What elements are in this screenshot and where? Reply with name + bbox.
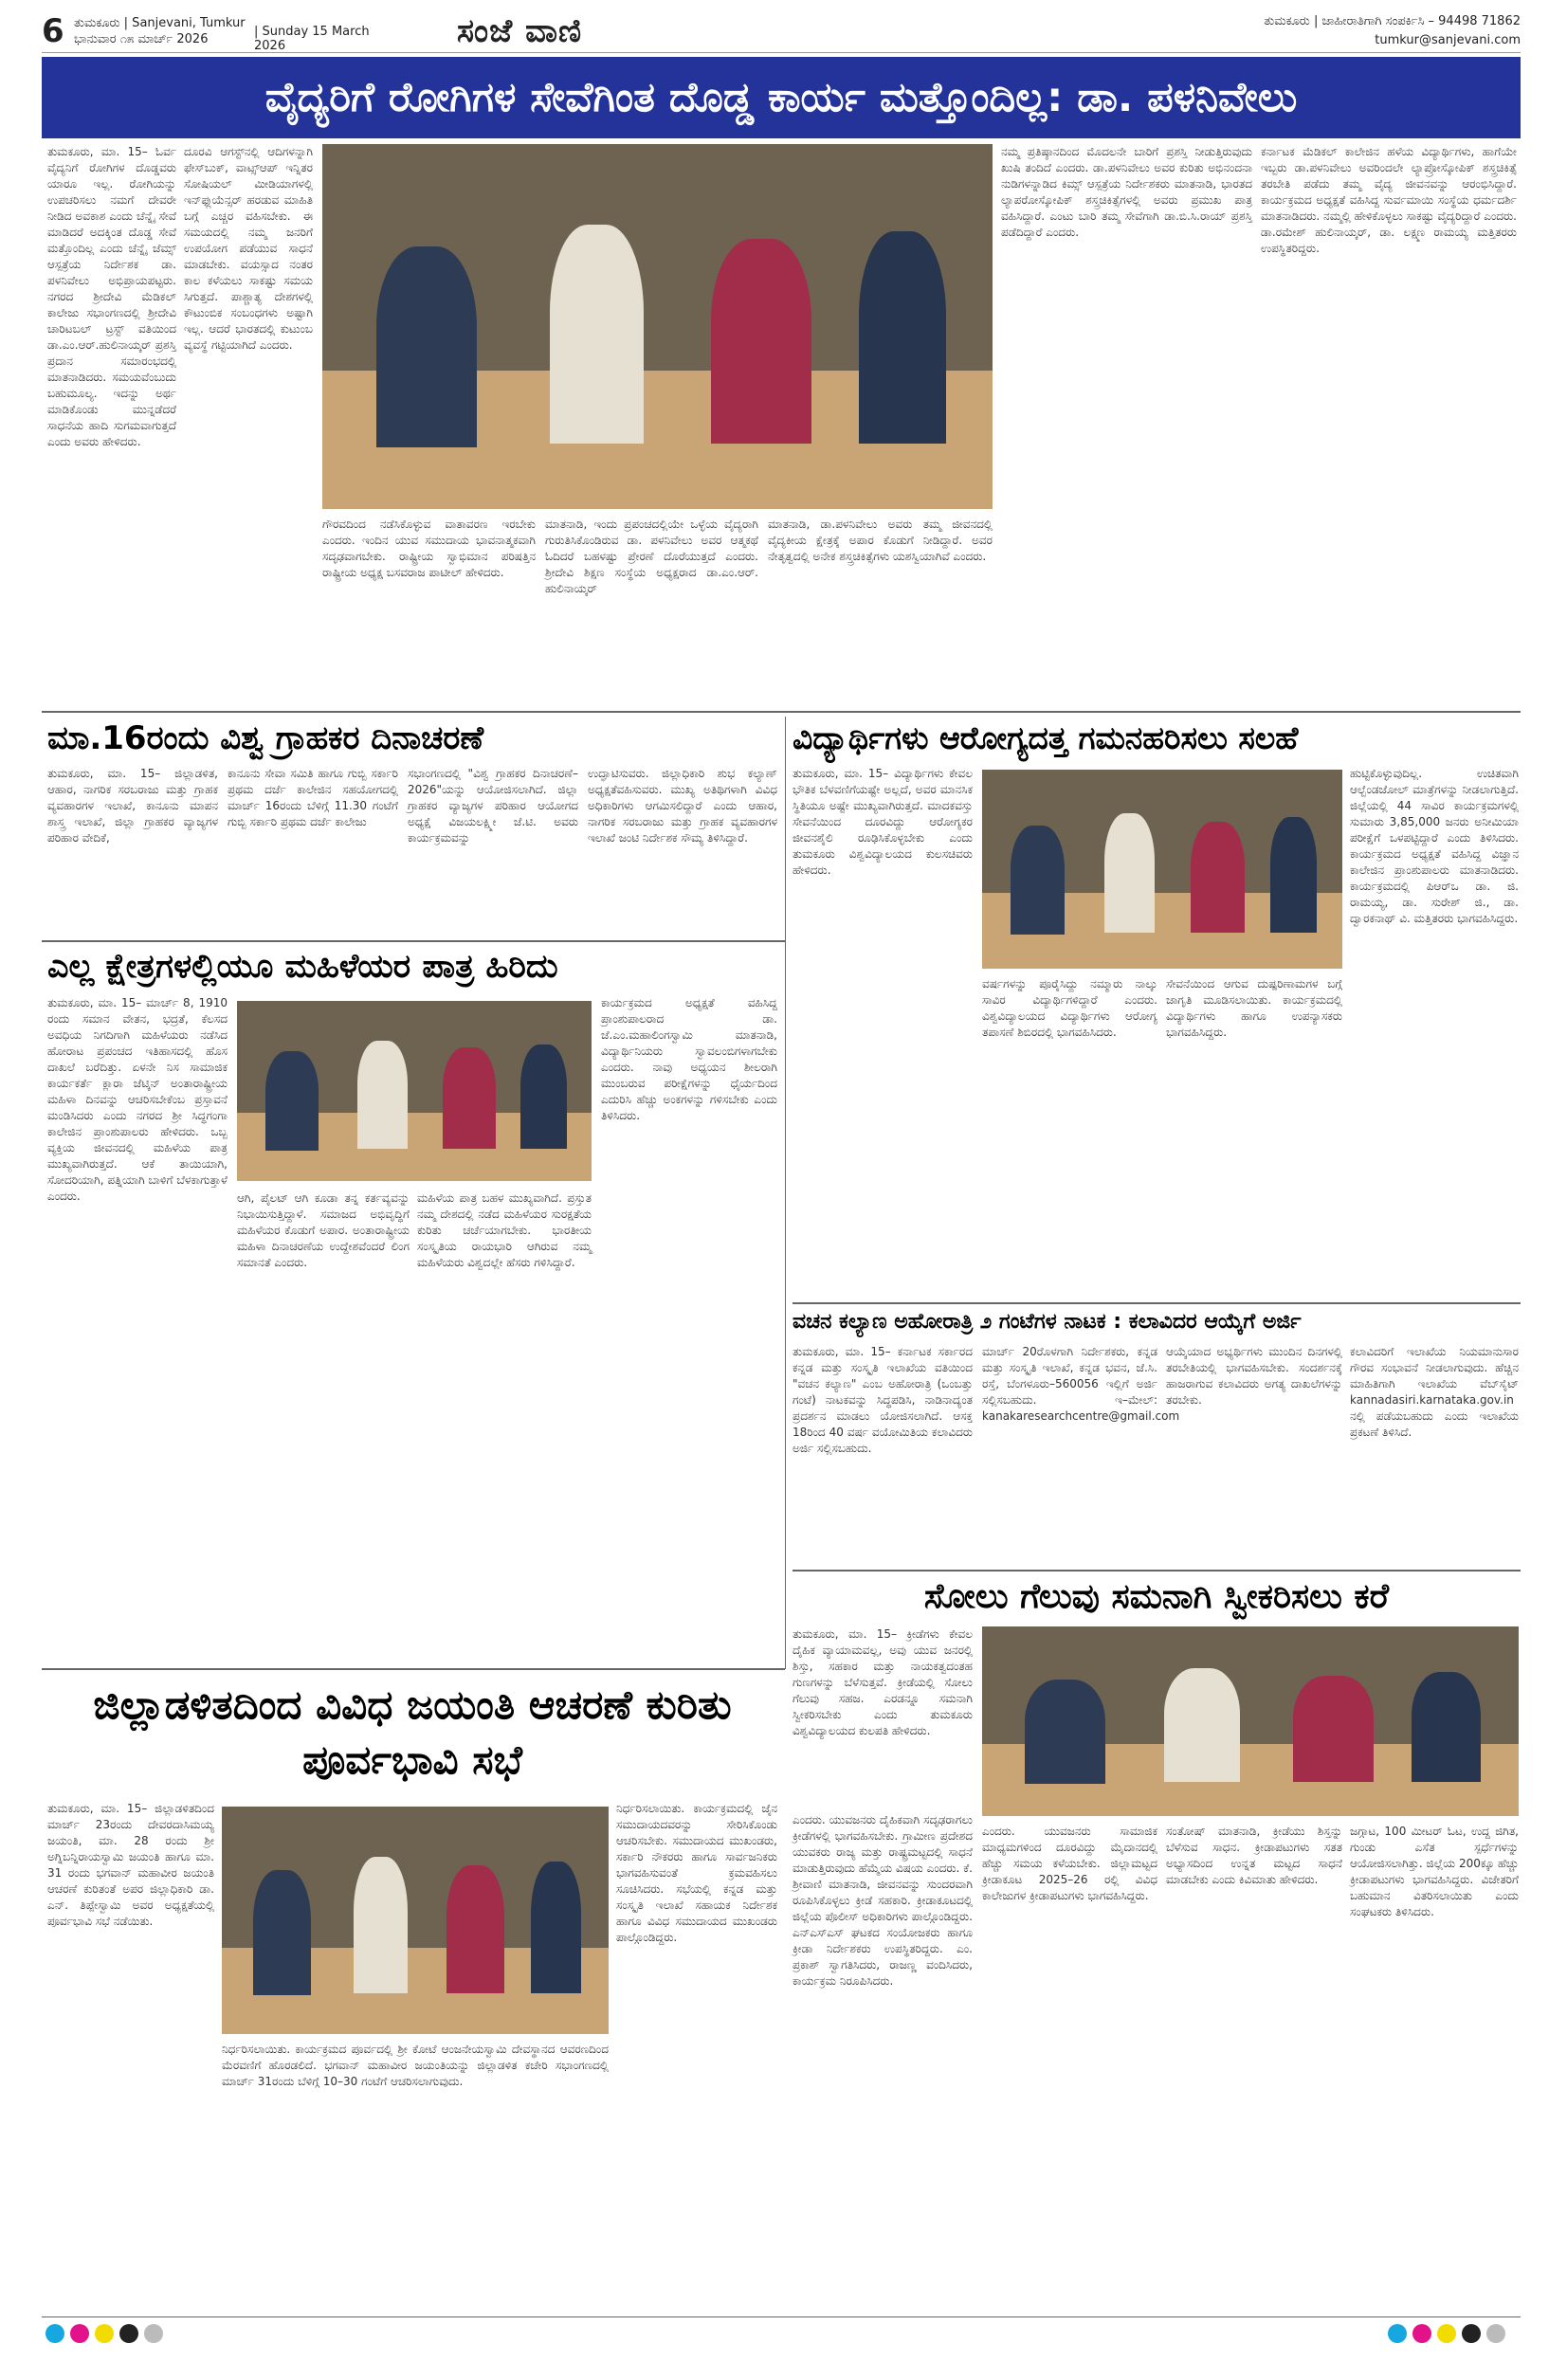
lead-photo-award-ceremony: [322, 144, 993, 509]
student-health-col-4: ಹುಟ್ಟಿಕೊಳ್ಳುವುದಿಲ್ಲ. ಉಚಿತವಾಗಿ ಆಲ್ಬೆಂಡಜೋಲ್ ಮಾತ್ರೆಗಳನ್ನು ನೀಡಲಾಗುತ್ತಿದೆ. ಜಿಲ್ಲೆಯಲ್ಲಿ 44 ಸಾವಿರ ಕಾರ್ಯಕ್ರಮಗಳಲ್ಲಿ ಸುಮಾರು 3,85,000 ಜನರು ಅನೀಮಿಯಾ ಪರೀಕ್ಷೆಗೆ ಒಳಪಟ್ಟಿದ್ದಾರೆ ಎಂದು ತಿಳಿಸಿದರು. ಕಾರ್ಯಕ್ರಮದ ಅಧ್ಯಕ್ಷತೆ ವಹಿಸಿದ್ದ ವಿಜ್ಞಾನ ಕಾಲೇಜಿನ ಪ್ರಾಂಶುಪಾಲರು ಮಾತನಾಡಿದರು. ಕಾರ್ಯಕ್ರಮದಲ್ಲಿ ಪಿಆರ್‌ಒ ಡಾ. ಜಿ. ರಾಮಯ್ಯ, ಡಾ. ಸುರೇಶ್ ಜಿ., ಡಾ. ದ್ವಾರಕನಾಥ್ ವಿ. ಮತ್ತಿತರರು ಭಾಗವಹಿಸಿದ್ದರು.: [1350, 767, 1519, 925]
jayanti-col-1: ತುಮಕೂರು, ಮಾ. 15– ಜಿಲ್ಲಾಡಳಿತದಿಂದ ಮಾರ್ಚ್ 23ರಂದು ದೇವರದಾಸಿಮಯ್ಯ ಜಯಂತಿ, ಮಾ. 28 ರಂದು ಶ್ರೀ ಅಗ್ನಿಬನ್ನಿರಾಯಸ್ವಾಮಿ ಜಯಂತಿ ಹಾಗೂ ಮಾ. 31 ರಂದು ಭಗವಾನ್ ಮಹಾವೀರ ಜಯಂತಿ ಆಚರಣೆ ಕುರಿತಂತೆ ಅಪರ ಜಿಲ್ಲಾಧಿಕಾರಿ ಡಾ. ಎನ್. ತಿಪ್ಪೇಸ್ವಾಮಿ ಅವರ ಅಧ್ಯಕ್ಷತೆಯಲ್ಲಿ ಪೂರ್ವಭಾವಿ ಸಭೆ ನಡೆಯಿತು.: [47, 1802, 214, 1928]
grey-dot: [144, 2324, 163, 2343]
divider: [793, 1302, 1521, 1304]
sports-col-5: [793, 1812, 973, 2313]
jayanti-col-3: ನಿರ್ಧರಿಸಲಾಯಿತು. ಕಾರ್ಯಕ್ರಮದಲ್ಲಿ ಜೈನ ಸಮುದಾಯದವರನ್ನು ಸೇರಿಸಿಕೊಂಡು ಆಚರಿಸಬೇಕು. ಸಮುದಾಯದ ಮುಖಂಡರು, ಸರ್ಕಾರಿ ನೌಕರರು ಹಾಗೂ ಸಾರ್ವಜನಿಕರು ಭಾಗವಹಿಸುವಂತೆ ಕ್ರಮವಹಿಸಲು ಸೂಚಿಸಿದರು. ಸಭೆಯಲ್ಲಿ ಕನ್ನಡ ಮತ್ತು ಸಂಸ್ಕೃತಿ ಇಲಾಖೆ ಸಹಾಯಕ ನಿರ್ದೇಶಕ ಹಾಗೂ ವಿವಿಧ ಸಮುದಾಯದ ಮುಖಂಡರು ಪಾಲ್ಗೊಂಡಿದ್ದರು.: [616, 1802, 777, 1944]
weekday-kannada: ಭಾನುವಾರ ೧೫ ಮಾರ್ಚ್ 2026: [74, 31, 209, 46]
lead-column-2: ದೂರವಿ ಆಗಸ್ಟ್‌ನಲ್ಲಿ ಆದಿಗಳನ್ನಾಗಿ ಫೇಸ್‌ಬುಕ್, ವಾಟ್ಸ್‌ಆಪ್ ಇನ್ನಿತರ ಸೋಷಿಯಲ್ ಮೀಡಿಯಾಗಳಲ್ಲಿ ಇನ್‌ಫ್ಲುಯೆನ್ಸರ್ ಹರಡುವ ಮಾಹಿತಿ ಬಗ್ಗೆ ಎಚ್ಚರ ವಹಿಸಬೇಕು. ಈ ಸಮಯದಲ್ಲಿ ನಮ್ಮ ಜನರಿಗೆ ಉಪಯೋಗ ಪಡೆಯುವ ಸಾಧನೆ ಮಾಡಬೇಕು. ವಯಸ್ಸಾದ ನಂತರ ಕಾಲ ಕಳೆಯಲು ಸಾಕಷ್ಟು ಸಮಯ ಸಿಗುತ್ತದೆ. ಪಾಶ್ಚಾತ್ಯ ದೇಶಗಳಲ್ಲಿ ಕೌಟುಂಬಿಕ ಸಂಬಂಧಗಳು ಅಷ್ಟಾಗಿ ಇಲ್ಲ. ಆದರೆ ಭಾರತದಲ್ಲಿ ಕುಟುಂಬ ವ್ಯವಸ್ಥೆ ಗಟ್ಟಿಯಾಗಿದೆ ಎಂದರು.: [184, 145, 313, 352]
page-number: 6: [42, 11, 64, 50]
divider: [42, 940, 785, 942]
lead-column-3: ಗೌರವದಿಂದ ನಡೆಸಿಕೊಳ್ಳುವ ವಾತಾವರಣ ಇರಬೇಕು ಎಂದರು. ಇಂದಿನ ಯುವ ಸಮುದಾಯ ಭಾವನಾತ್ಮಕವಾಗಿ ಸದೃಢವಾಗಬೇಕು. ರಾಷ್ಟ್ರೀಯ ಸ್ವಾಭಿಮಾನ ಪರಿಷತ್ತಿನ ರಾಷ್ಟ್ರೀಯ ಅಧ್ಯಕ್ಷ ಬಸವರಾಜ ಪಾಟೀಲ್ ಹೇಳಿದರು.: [322, 518, 536, 579]
edition-info: [74, 15, 254, 47]
ad-contact: ತುಮಕೂರು | ಜಾಹೀರಾತಿಗಾಗಿ ಸಂಪರ್ಕಿಸಿ – 94498 71862: [1264, 13, 1521, 28]
vachana-col-4-tail: ನಲ್ಲಿ ಪಡೆಯಬಹುದು ಎಂದು ಇಲಾಖೆಯ ಪ್ರಕಟಣೆ ತಿಳಿಸಿದೆ.: [1350, 1409, 1519, 1439]
divider: [42, 2316, 1521, 2317]
newspaper-logo: ಸಂಜೆ ವಾಣಿ: [456, 11, 583, 50]
black-dot: [1462, 2324, 1481, 2343]
consumer-day-col-1: ತುಮಕೂರು, ಮಾ. 15– ಜಿಲ್ಲಾಡಳಿತ, ಆಹಾರ, ನಾಗರಿಕ ಸರಬರಾಜು ಮತ್ತು ಗ್ರಾಹಕ ವ್ಯವಹಾರಗಳ ಇಲಾಖೆ, ಕಾನೂನು ಮಾಪನ ಶಾಸ್ತ್ರ ಇಲಾಖೆ, ಜಿಲ್ಲಾ ಗ್ರಾಹಕರ ವ್ಯಾಜ್ಯಗಳ ಪರಿಹಾರ ವೇದಿಕೆ,: [47, 767, 218, 845]
sports-col-5-c: ಎನ್‌ಎಸ್‌ಎಸ್ ಘಟಕದ ಸಂಯೋಜಕರು ಹಾಗೂ ಕ್ರೀಡಾ ನಿರ್ದೇಶಕರು ಉಪಸ್ಥಿತರಿದ್ದರು. ಎಂ. ಪ್ರಕಾಶ್ ಸ್ವಾಗತಿಸಿದರು, ರಾಜಣ್ಣ ವಂದಿಸಿದರು, ಕಾರ್ಯಕ್ರಮ ನಿರೂಪಿಸಿದರು.: [793, 1926, 973, 1988]
divider: [793, 1570, 1521, 1572]
color-registration-right: [1388, 2324, 1505, 2345]
womens-day-col-3: ಮಹಿಳೆಯ ಪಾತ್ರ ಬಹಳ ಮುಖ್ಯವಾಗಿದೆ. ಪ್ರಸ್ತುತ ನಮ್ಮ ದೇಶದಲ್ಲಿ ನಡೆದ ಮಹಿಳೆಯರ ಸುರಕ್ಷತೆಯ ಕುರಿತು ಚರ್ಚೆಯಾಗಬೇಕು. ಭಾರತೀಯ ಸಂಸ್ಕೃತಿಯ ರಾಯಭಾರಿ ಆಗಿರುವ ನಮ್ಮ ಮಹಿಳೆಯರು ವಿಶ್ವದಲ್ಲೇ ಹೆಸರು ಗಳಿಸಿದ್ದಾರೆ.: [417, 1191, 592, 1269]
womens-day-col-2: ಆಗಿ, ಪೈಲಟ್ ಆಗಿ ಕೂಡಾ ತನ್ನ ಕರ್ತವ್ಯವನ್ನು ನಿಭಾಯಿಸುತ್ತಿದ್ದಾಳೆ. ಸಮಾಜದ ಅಭಿವೃದ್ಧಿಗೆ ಮಹಿಳೆಯರ ಕೊಡುಗೆ ಅಪಾರ. ಅಂತಾರಾಷ್ಟ್ರೀಯ ಮಹಿಳಾ ದಿನಾಚರಣೆಯ ಉದ್ದೇಶವೆಂದರೆ ಲಿಂಗ ಸಮಾನತೆ ಎಂದರು.: [237, 1191, 410, 1269]
lead-column-1: ತುಮಕೂರು, ಮಾ. 15– ಓರ್ವ ವೈದ್ಯನಿಗೆ ರೋಗಿಗಳ ದೊಡ್ಡವರು ಯಾರೂ ಇಲ್ಲ. ರೋಗಿಯನ್ನು ಉಪಚರಿಸಲು ನಮಗೆ ದೇವರೇ ನೀಡಿದ ಅವಕಾಶ ಎಂದು ಚೆನ್ನೈ ಸೇವೆ ಮಾಡಿದರೆ ಅದಕ್ಕಿಂತ ದೊಡ್ಡ ಸೇವೆ ಮತ್ತೊಂದಿಲ್ಲ ಎಂದು ಚೆನ್ನೈ ಜೆಮ್ಸ್ ಆಸ್ಪತ್ರೆಯ ನಿರ್ದೇಶಕ ಡಾ. ಪಳನಿವೇಲು ಅಭಿಪ್ರಾಯಪಟ್ಟರು. ನಗರದ ಶ್ರೀದೇವಿ ಮೆಡಿಕಲ್ ಕಾಲೇಜು ಸಭಾಂಗಣದಲ್ಲಿ ಶ್ರೀದೇವಿ ಚಾರಿಟಬಲ್ ಟ್ರಸ್ಟ್ ವತಿಯಿಂದ ಡಾ.ಎಂ.ಆರ್.ಹುಲಿನಾಯ್ಕರ್ ಪ್ರಶಸ್ತಿ ಪ್ರದಾನ ಸಮಾರಂಭದಲ್ಲಿ ಮಾತನಾಡಿದರು. ಸಮಯವೆಂಬುದು ಬಹುಮೂಲ್ಯ. ಇದನ್ನು ಅರ್ಥ ಮಾಡಿಕೊಂಡು ಮುನ್ನಡೆದರೆ ಸಾಧನೆಯ ಹಾದಿ ಸುಗಮವಾಗುತ್ತದೆ ಎಂದು ಅವರು ಹೇಳಿದರು.: [47, 145, 176, 448]
magenta-dot: [70, 2324, 89, 2343]
cyan-dot: [1388, 2324, 1407, 2343]
sports-col-4: ಜಗ್ಗಾಟ, 100 ಮೀಟರ್ ಓಟ, ಉದ್ದ ಜಿಗಿತ, ಗುಂಡು ಎಸೆತ ಸ್ಪರ್ಧೆಗಳನ್ನು ಆಯೋಜಿಸಲಾಗಿತ್ತು. ಜಿಲ್ಲೆಯ 200ಕ್ಕೂ ಹೆಚ್ಚು ಕ್ರೀಡಾಪಟುಗಳು ಭಾಗವಹಿಸಿದ್ದರು. ವಿಜೇತರಿಗೆ ಬಹುಮಾನ ವಿತರಿಸಲಾಯಿತು ಎಂದು ಸಂಘಟಕರು ತಿಳಿಸಿದರು.: [1350, 1825, 1519, 1918]
vachana-col-3: ಆಯ್ಕೆಯಾದ ಅಭ್ಯರ್ಥಿಗಳು ಮುಂದಿನ ದಿನಗಳಲ್ಲಿ ತರಬೇತಿಯಲ್ಲಿ ಭಾಗವಹಿಸಬೇಕು. ಸಂದರ್ಶನಕ್ಕೆ ಹಾಜರಾಗುವ ಕಲಾವಿದರು ಅಗತ್ಯ ದಾಖಲೆಗಳನ್ನು ತರಬೇಕು.: [1166, 1345, 1342, 1407]
sports-col-2: ಎಂದರು. ಯುವಜನರು ಸಾಮಾಜಿಕ ಮಾಧ್ಯಮಗಳಿಂದ ದೂರವಿದ್ದು ಮೈದಾನದಲ್ಲಿ ಹೆಚ್ಚು ಸಮಯ ಕಳೆಯಬೇಕು. ಜಿಲ್ಲಾಮಟ್ಟದ ಕ್ರೀಡಾಕೂಟ 2025–26 ರಲ್ಲಿ ವಿವಿಧ ಕಾಲೇಜುಗಳ ಕ್ರೀಡಾಪಟುಗಳು ಭಾಗವಹಿಸಿದ್ದರು.: [982, 1825, 1157, 1902]
consumer-day-headline: ಮಾ.16ರಂದು ವಿಶ್ವ ಗ್ರಾಹಕರ ದಿನಾಚರಣೆ: [47, 719, 484, 757]
lead-column-6: ನಮ್ಮ ಪ್ರತಿಷ್ಠಾನದಿಂದ ಮೊದಲನೇ ಬಾರಿಗೆ ಪ್ರಶಸ್ತಿ ನೀಡುತ್ತಿರುವುದು ಖುಷಿ ತಂದಿದೆ ಎಂದರು. ಡಾ.ಪಳನಿವೇಲು ಅವರ ಕುರಿತು ಅಭಿನಂದನಾ ನುಡಿಗಳನ್ನಾಡಿದ ಕಿಮ್ಸ್ ಆಸ್ಪತ್ರೆಯ ನಿರ್ದೇಶಕರು ಮಾತನಾಡಿ, ಭಾರತದ ಲ್ಯಾಪರೋಸ್ಕೋಪಿಕ್ ಶಸ್ತ್ರಚಿಕಿತ್ಸೆಗಳಲ್ಲಿ ಅವರು ಪ್ರಮುಖ ಪಾತ್ರ ವಹಿಸಿದ್ದಾರೆ. ಎಂಟು ಬಾರಿ ತಮ್ಮ ಸೇವೆಗಾಗಿ ಡಾ.ಬಿ.ಸಿ.ರಾಯ್ ಪ್ರಶಸ್ತಿ ಪಡೆದಿದ್ದಾರೆ ಎಂದರು.: [1001, 145, 1252, 239]
student-health-headline: ವಿದ್ಯಾರ್ಥಿಗಳು ಆರೋಗ್ಯದತ್ತ ಗಮನಹರಿಸಲು ಸಲಹೆ: [793, 719, 1299, 756]
jayanti-col-2: ನಿರ್ಧರಿಸಲಾಯಿತು. ಕಾರ್ಯಕ್ರಮದ ಪೂರ್ವದಲ್ಲಿ ಶ್ರೀ ಕೋಟೆ ಆಂಜನೇಯಸ್ವಾಮಿ ದೇವಸ್ಥಾನದ ಆವರಣದಿಂದ ಮೆರವಣಿಗೆ ಹೊರಡಲಿದೆ. ಭಗವಾನ್ ಮಹಾವೀರ ಜಯಂತಿಯನ್ನು ಜಿಲ್ಲಾಡಳಿತ ಕಚೇರಿ ಸಭಾಂಗಣದಲ್ಲಿ ಮಾರ್ಚ್ 31ರಂದು ಬೆಳಿಗ್ಗೆ 10–30 ಗಂಟೆಗೆ ಆಚರಿಸಲಾಗುವುದು.: [222, 2043, 609, 2088]
consumer-day-col-3: ಸಭಾಂಗಣದಲ್ಲಿ "ವಿಶ್ವ ಗ್ರಾಹಕರ ದಿನಾಚರಣೆ–2026"ಯನ್ನು ಆಯೋಜಿಸಲಾಗಿದೆ. ಜಿಲ್ಲಾ ಗ್ರಾಹಕರ ವ್ಯಾಜ್ಯಗಳ ಪರಿಹಾರ ಆಯೋಗದ ಅಧ್ಯಕ್ಷೆ ವಿಜಯಲಕ್ಷ್ಮೀ ಜೆ.ಟಿ. ಅವರು ಕಾರ್ಯಕ್ರಮವನ್ನು: [408, 767, 578, 845]
sports-headline: ಸೋಲು ಗೆಲುವು ಸಮನಾಗಿ ಸ್ವೀಕರಿಸಲು ಕರೆ: [923, 1577, 1390, 1616]
divider: [42, 1668, 785, 1670]
lead-column-7: ಕರ್ನಾಟಕ ಮೆಡಿಕಲ್ ಕಾಲೇಜಿನ ಹಳೆಯ ವಿದ್ಯಾರ್ಥಿಗಳು, ಹಾಗೆಯೇ ಇಬ್ಬರು ಡಾ.ಪಳನಿವೇಲು ಅವರಿಂದಲೇ ಲ್ಯಾಪ್ರೋಸ್ಕೋಪಿಕ್ ಶಸ್ತ್ರಚಿಕಿತ್ಸೆ ತರಬೇತಿ ಪಡೆದು ತಮ್ಮ ವೈದ್ಯ ಜೀವನವನ್ನು ಆರಂಭಿಸಿದ್ದಾರೆ. ಕಾರ್ಯಕ್ರಮದ ಅಧ್ಯಕ್ಷತೆ ವಹಿಸಿದ್ದ ಸುರ್ವಮಾಯಿ ಸಂಸ್ಥೆಯ ಧರ್ಮದರ್ಶಿ ಮಾತನಾಡಿದರು. ನಮ್ಮಲ್ಲಿ ಹೇಳಿಕೊಳ್ಳಲು ಸಾಕಷ್ಟು ವೈದ್ಯರಿದ್ದಾರೆ ಎಂದರು. ಡಾ.ರಮೇಶ್ ಹುಲಿನಾಯ್ಕರ್, ಡಾ. ಲಕ್ಷ್ಮಣ ರಾಮಯ್ಯ ಮತ್ತಿತರರು ಉಪಸ್ಥಿತರಿದ್ದರು.: [1261, 145, 1517, 255]
masthead: [42, 9, 1521, 53]
divider: [785, 717, 786, 1669]
cyan-dot: [46, 2324, 64, 2343]
vachana-website: kannadasiri.karnataka.gov.in: [1350, 1393, 1514, 1407]
sports-photo: [982, 1626, 1519, 1816]
sports-col-5-a: ಎಂದರು. ಯುವಜನರು ದೈಹಿಕವಾಗಿ ಸದೃಢರಾಗಲು ಕ್ರೀಡೆಗಳಲ್ಲಿ ಭಾಗವಹಿಸಬೇಕು. ಗ್ರಾಮೀಣ ಪ್ರದೇಶದ ಯುವಕರು ರಾಜ್ಯ ಮತ್ತು ರಾಷ್ಟ್ರಮಟ್ಟದಲ್ಲಿ ಸಾಧನೆ ಮಾಡುತ್ತಿರುವುದು ಹೆಮ್ಮೆಯ ವಿಷಯ ಎಂದರು.: [793, 1813, 973, 1875]
vachana-col-1: ತುಮಕೂರು, ಮಾ. 15– ಕರ್ನಾಟಕ ಸರ್ಕಾರದ ಕನ್ನಡ ಮತ್ತು ಸಂಸ್ಕೃತಿ ಇಲಾಖೆಯ ವತಿಯಿಂದ "ವಚನ ಕಲ್ಯಾಣ" ಎಂಬ ಅಹೋರಾತ್ರಿ (ಒಂಬತ್ತು ಗಂಟೆ) ನಾಟಕವನ್ನು ಸಿದ್ಧಪಡಿಸಿ, ನಾಡಿನಾದ್ಯಂತ ಪ್ರದರ್ಶನ ಮಾಡಲು ಯೋಜಿಸಲಾಗಿದೆ. ಆಸಕ್ತ 18ರಿಂದ 40 ವರ್ಷ ವಯೋಮಿತಿಯ ಕಲಾವಿದರು ಅರ್ಜಿ ಸಲ್ಲಿಸಬಹುದು.: [793, 1345, 973, 1455]
divider: [42, 711, 1521, 713]
womens-day-col-1: ತುಮಕೂರು, ಮಾ. 15– ಮಾರ್ಚ್ 8, 1910 ರಂದು ಸಮಾನ ವೇತನ, ಭದ್ರತೆ, ಕೆಲಸದ ಅವಧಿಯ ನಿಗದಿಗಾಗಿ ಮಹಿಳೆಯರು ನಡೆಸಿದ ಹೋರಾಟ ಪ್ರಪಂಚದ ಇತಿಹಾಸದಲ್ಲಿ ಹೊಸ ದಾಖಲೆ ಬರೆದಿತ್ತು. ಏಳನೇ ನಿಸ ಸಾಮಾಜಿಕ ಕಾರ್ಯಕರ್ತೆ ಕ್ಲಾರಾ ಜೆಟ್ಕಿನ್ ಅಂತಾರಾಷ್ಟ್ರೀಯ ಮಹಿಳಾ ದಿನವನ್ನು ಆಚರಿಸಬೇಕೆಂಬ ಪ್ರಸ್ತಾವನೆ ಮಂಡಿಸಿದರು ಎಂದು ನಗರದ ಶ್ರೀ ಸಿದ್ಧಗಂಗಾ ಕಾಲೇಜಿನ ಪ್ರಾಂಶುಪಾಲರು ಹೇಳಿದರು. ಒಬ್ಬ ವ್ಯಕ್ತಿಯ ಜೀವನದಲ್ಲಿ ಮಹಿಳೆಯ ಪಾತ್ರ ಮುಖ್ಯವಾಗಿರುತ್ತದೆ. ಆಕೆ ತಾಯಿಯಾಗಿ, ಸೋದರಿಯಾಗಿ, ಪತ್ನಿಯಾಗಿ ಬಾಳಿಗೆ ಬೆಳಕಾಗುತ್ತಾಳೆ ಎಂದರು.: [47, 996, 228, 1203]
vachana-col-4-text: ಕಲಾವಿದರಿಗೆ ಇಲಾಖೆಯ ನಿಯಮಾನುಸಾರ ಗೌರವ ಸಂಭಾವನೆ ನೀಡಲಾಗುವುದು. ಹೆಚ್ಚಿನ ಮಾಹಿತಿಗಾಗಿ ಇಲಾಖೆಯ ವೆಬ್‌ಸೈಟ್: [1350, 1345, 1519, 1390]
color-registration-left: [46, 2324, 163, 2345]
student-health-col-1: ತುಮಕೂರು, ಮಾ. 15– ವಿದ್ಯಾರ್ಥಿಗಳು ಕೇವಲ ಭೌತಿಕ ಬೆಳವಣಿಗೆಯಷ್ಟೇ ಅಲ್ಲದೆ, ಅವರ ಮಾನಸಿಕ ಸ್ಥಿತಿಯೂ ಅಷ್ಟೇ ಮುಖ್ಯವಾಗಿರುತ್ತದೆ. ಮಾದಕವಸ್ತು ಸೇವನೆಯಿಂದ ದೂರವಿದ್ದು ಆರೋಗ್ಯಕರ ಜೀವನಶೈಲಿ ರೂಢಿಸಿಕೊಳ್ಳಬೇಕು ಎಂದು ತುಮಕೂರು ವಿಶ್ವವಿದ್ಯಾಲಯದ ಕುಲಸಚಿವರು ಹೇಳಿದರು.: [793, 767, 973, 877]
sports-col-5-b: ಕೆ. ಶ್ರೀವಾಣಿ ಮಾತನಾಡಿ, ಜೀವನವನ್ನು ಸುಂದರವಾಗಿ ರೂಪಿಸಿಕೊಳ್ಳಲು ಕ್ರೀಡೆ ಸಹಕಾರಿ. ಕ್ರೀಡಾಕೂಟದಲ್ಲಿ ಜಿಲ್ಲೆಯ ಪೊಲೀಸ್ ಅಧಿಕಾರಿಗಳು ಪಾಲ್ಗೊಂಡಿದ್ದರು.: [793, 1862, 973, 1923]
consumer-day-col-4: ಉದ್ಘಾಟಿಸುವರು. ಜಿಲ್ಲಾಧಿಕಾರಿ ಶುಭ ಕಲ್ಯಾಣ್ ಅಧ್ಯಕ್ಷತೆವಹಿಸುವರು. ಮುಖ್ಯ ಅತಿಥಿಗಳಾಗಿ ವಿವಿಧ ಅಧಿಕಾರಿಗಳು ಆಗಮಿಸಲಿದ್ದಾರೆ ಎಂದು ಆಹಾರ, ನಾಗರಿಕ ಸರಬರಾಜು ಮತ್ತು ಗ್ರಾಹಕ ವ್ಯವಹಾರಗಳ ಇಲಾಖೆ ಜಂಟಿ ನಿರ್ದೇಶಕ ಸೌಮ್ಯ ತಿಳಿಸಿದ್ದಾರೆ.: [588, 767, 777, 845]
womens-day-headline: ಎಲ್ಲ ಕ್ಷೇತ್ರಗಳಲ್ಲಿಯೂ ಮಹಿಳೆಯರ ಪಾತ್ರ ಹಿರಿದು: [47, 948, 558, 986]
magenta-dot: [1412, 2324, 1431, 2343]
black-dot: [119, 2324, 138, 2343]
jayanti-meeting-photo: [222, 1807, 609, 2034]
grey-dot: [1486, 2324, 1505, 2343]
yellow-dot: [1437, 2324, 1456, 2343]
vachana-col-2: [982, 1344, 1180, 1564]
lead-headline-banner: ವೈದ್ಯರಿಗೆ ರೋಗಿಗಳ ಸೇವೆಗಿಂತ ದೊಡ್ಡ ಕಾರ್ಯ ಮತ್ತೊಂದಿಲ್ಲ: ಡಾ. ಪಳನಿವೇಲು: [42, 57, 1521, 138]
lead-column-5: ಮಾತನಾಡಿ, ಡಾ.ಪಳನಿವೇಲು ಅವರು ತಮ್ಮ ಜೀವನದಲ್ಲಿ ವೈದ್ಯಕೀಯ ಕ್ಷೇತ್ರಕ್ಕೆ ಅಪಾರ ಕೊಡುಗೆ ನೀಡಿದ್ದಾರೆ. ಅವರ ನೇತೃತ್ವದಲ್ಲಿ ಅನೇಕ ಶಸ್ತ್ರಚಿಕಿತ್ಸೆಗಳು ಯಶಸ್ವಿಯಾಗಿವೆ ಎಂದರು.: [768, 518, 993, 563]
womens-day-photo: [237, 1001, 592, 1181]
womens-day-col-4: ಕಾರ್ಯಕ್ರಮದ ಅಧ್ಯಕ್ಷತೆ ವಹಿಸಿದ್ದ ಪ್ರಾಂಶುಪಾಲರಾದ ಡಾ. ಜೆ.ಎಂ.ಮಹಾಲಿಂಗಸ್ವಾಮಿ ಮಾತನಾಡಿ, ವಿದ್ಯಾರ್ಥಿನಿಯರು ಸ್ವಾವಲಂಬಿಗಳಾಗಬೇಕು ಎಂದರು. ನಾವು ಅಧ್ಯಯನ ಶೀಲರಾಗಿ ಮುಂಬರುವ ಪರೀಕ್ಷೆಗಳನ್ನು ಧೈರ್ಯದಿಂದ ಎದುರಿಸಿ ಹೆಚ್ಚು ಅಂಕಗಳನ್ನು ಗಳಿಸಬೇಕು ಎಂದು ತಿಳಿಸಿದರು.: [601, 996, 777, 1122]
vachana-col-4: [1350, 1344, 1519, 1564]
email-address: tumkur@sanjevani.com: [1375, 32, 1521, 47]
student-health-col-3: ಸೇವನೆಯಿಂದ ಆಗುವ ದುಷ್ಪರಿಣಾಮಗಳ ಬಗ್ಗೆ ಜಾಗೃತಿ ಮೂಡಿಸಲಾಯಿತು. ಕಾರ್ಯಕ್ರಮದಲ್ಲಿ ವಿದ್ಯಾರ್ಥಿಗಳು ಹಾಗೂ ಉಪನ್ಯಾಸಕರು ಭಾಗವಹಿಸಿದ್ದರು.: [1166, 977, 1342, 1039]
contact-info: [643, 12, 1521, 50]
consumer-day-col-2: ಕಾನೂನು ಸೇವಾ ಸಮಿತಿ ಹಾಗೂ ಗುಬ್ಬಿ ಸರ್ಕಾರಿ ಪ್ರಥಮ ದರ್ಜೆ ಕಾಲೇಜಿನ ಸಹಯೋಗದಲ್ಲಿ ಮಾರ್ಚ್ 16ರಂದು ಬೆಳಿಗ್ಗೆ 11.30 ಗಂಟೆಗೆ ಗುಬ್ಬಿ ಸರ್ಕಾರಿ ಪ್ರಥಮ ದರ್ಜೆ ಕಾಲೇಜು: [228, 767, 398, 828]
student-health-photo: [982, 770, 1342, 969]
vachana-col-2-text: ಮಾರ್ಚ್ 20ರೊಳಗಾಗಿ ನಿರ್ದೇಶಕರು, ಕನ್ನಡ ಮತ್ತು ಸಂಸ್ಕೃತಿ ಇಲಾಖೆ, ಕನ್ನಡ ಭವನ, ಜೆ.ಸಿ. ರಸ್ತೆ, ಬೆಂಗಳೂರು–560056 ಇಲ್ಲಿಗೆ ಅರ್ಜಿ ಸಲ್ಲಿಸಬಹುದು. ಇ–ಮೇಲ್:: [982, 1345, 1157, 1407]
student-health-col-2: ವರ್ಷಗಳನ್ನು ಪೂರೈಸಿದ್ದು ನಮ್ಮಾರು ನಾಲ್ಕು ಸಾವಿರ ವಿದ್ಯಾರ್ಥಿಗಳಿದ್ದಾರೆ ಎಂದರು. ವಿಶ್ವವಿದ್ಯಾಲಯದ ವಿದ್ಯಾರ್ಥಿಗಳು ಆರೋಗ್ಯ ತಪಾಸಣೆ ಶಿಬಿರದಲ್ಲಿ ಭಾಗವಹಿಸಿದರು.: [982, 977, 1157, 1039]
vachana-kalyana-headline: ವಚನ ಕಲ್ಯಾಣ ಅಹೋರಾತ್ರಿ ೨ ಗಂಟೆಗಳ ನಾಟಕ : ಕಲಾವಿದರ ಆಯ್ಕೆಗೆ ಅರ್ಜಿ: [793, 1310, 1302, 1334]
sports-col-1: ತುಮಕೂರು, ಮಾ. 15– ಕ್ರೀಡೆಗಳು ಕೇವಲ ದೈಹಿಕ ವ್ಯಾಯಾಮವಲ್ಲ, ಅವು ಯುವ ಜನರಲ್ಲಿ ಶಿಸ್ತು, ಸಹಕಾರ ಮತ್ತು ನಾಯಕತ್ವದಂತಹ ಗುಣಗಳನ್ನು ಬೆಳೆಸುತ್ತವೆ. ಕ್ರೀಡೆಯಲ್ಲಿ ಸೋಲು ಗೆಲುವು ಸಹಜ. ಎರಡನ್ನೂ ಸಮನಾಗಿ ಸ್ವೀಕರಿಸಬೇಕು ಎಂದು ತುಮಕೂರು ವಿಶ್ವವಿದ್ಯಾಲಯದ ಕುಲಪತಿ ಹೇಳಿದರು.: [793, 1627, 973, 1737]
sports-col-3: ಸಂತೋಷ್ ಮಾತನಾಡಿ, ಕ್ರೀಡೆಯು ಶಿಸ್ತನ್ನು ಬೆಳೆಸುವ ಸಾಧನ. ಕ್ರೀಡಾಪಟುಗಳು ಸತತ ಅಭ್ಯಾಸದಿಂದ ಉನ್ನತ ಮಟ್ಟದ ಸಾಧನೆ ಮಾಡಬೇಕು ಎಂದು ಕಿವಿಮಾತು ಹೇಳಿದರು.: [1166, 1825, 1342, 1886]
lead-column-4: ಮಾತನಾಡಿ, ಇಂದು ಪ್ರಪಂಚದಲ್ಲಿಯೇ ಒಳ್ಳೆಯ ವೈದ್ಯರಾಗಿ ಗುರುತಿಸಿಕೊಂಡಿರುವ ಡಾ. ಪಳನಿವೇಲು ಅವರ ಆತ್ಮಕಥೆ ಓದಿದರೆ ಬಹಳಷ್ಟು ಪ್ರೇರಣೆ ದೊರೆಯುತ್ತದೆ ಎಂದರು. ಶ್ರೀದೇವಿ ಶಿಕ್ಷಣ ಸಂಸ್ಥೆಯ ಅಧ್ಯಕ್ಷರಾದ ಡಾ.ಎಂ.ಆರ್. ಹುಲಿನಾಯ್ಕರ್: [545, 518, 758, 595]
date-english: | Sunday 15 March 2026: [254, 24, 370, 53]
vachana-email: kanakaresearchcentre@gmail.com: [982, 1409, 1180, 1423]
yellow-dot: [95, 2324, 114, 2343]
edition-label: ತುಮಕೂರು | Sanjevani, Tumkur: [74, 15, 246, 30]
jayanti-meeting-headline: ಜಿಲ್ಲಾಡಳಿತದಿಂದ ವಿವಿಧ ಜಯಂತಿ ಆಚರಣೆ ಕುರಿತು ಪೂರ್ವಭಾವಿ ಸಭೆ: [93, 1681, 732, 1783]
